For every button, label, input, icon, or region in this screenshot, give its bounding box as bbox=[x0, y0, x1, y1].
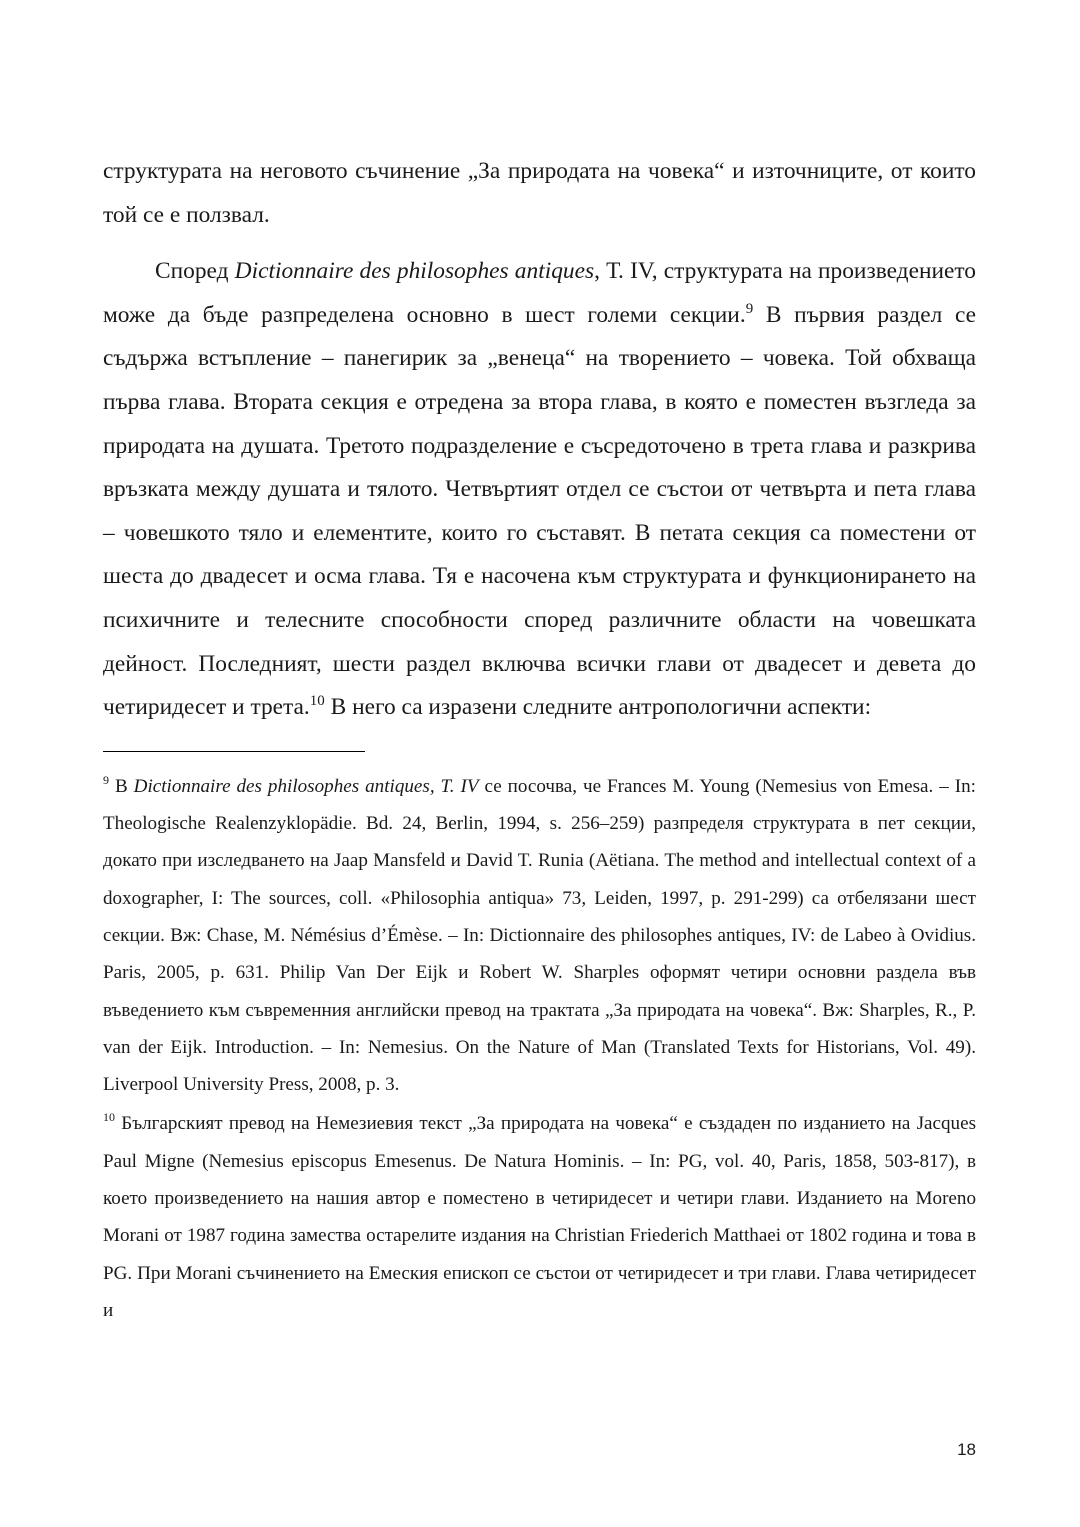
footnote-10-text: Българският превод на Немезиевия текст „За природата на човека“ е създаден по изданието на Jacques Paul Migne (Nemesius episcopus Emesenus. De Natura Hominis. – In: PG, vol. 40, Paris, 1858, 503-817), в което произведението на нашия автор е поместено в четиридесет и четири глави. Изданието на Moreno Morani от 1987 година замества остарелите издания на Christian Friederich Matthaei от 1802 година и това в PG. При Morani съчинението на Емеския епископ се състои от четиридесет и три глави. Глава четиридесет и bbox=[103, 1113, 976, 1321]
footnote-10 bbox=[103, 1105, 976, 1329]
footnote-separator bbox=[103, 751, 365, 752]
footnotes bbox=[103, 768, 976, 1329]
paragraph-2-middle: В първия раздел се съдържа встъпление – панегирик за „венеца“ на творението – човека. Той обхваща първа глава. Втората секция е отредена за втора глава, в която е поместен възгледа за природата на душата. Третото подразделение е съсредоточено в трета глава и разкрива връзката между душата и тялото. Четвъртият отдел се състои от четвърта и пета глава – човешкото тяло и елементите, които го съставят. В петата секция са поместени от шеста до двадесет и осма глава. Тя е насочена към структурата и функционирането на психичните и телесните способности според различните области на човешката дейност. Последният, шести раздел включва всички глави от двадесет и девета до четиридесет и трета. bbox=[103, 301, 976, 721]
footnote-9-title: Dictionnaire des philosophes antiques, T. IV bbox=[133, 775, 479, 797]
footnote-9-marker: 9 bbox=[103, 772, 109, 787]
paragraph-2-start: Според bbox=[155, 258, 235, 285]
body-text bbox=[103, 150, 976, 730]
footnote-10-marker: 10 bbox=[103, 1110, 115, 1125]
footnote-ref-10[interactable]: 10 bbox=[309, 693, 325, 710]
footnote-9-lead: В bbox=[109, 775, 134, 797]
paragraph-2-end: В него са изразени следните антропологични аспекти: bbox=[324, 694, 872, 721]
footnote-ref-9[interactable]: 9 bbox=[745, 300, 754, 317]
dictionary-title: Dictionnaire des philosophes antiques bbox=[234, 258, 595, 285]
paragraph-2-text: , Т. IV, структурата на произведението може да бъде разпределена основно в шест големи секции. bbox=[103, 258, 976, 328]
paragraph-1: структурата на неговото съчинение „За природата на човека“ и източниците, от които той се е ползвал. bbox=[103, 158, 976, 228]
page-number: 18 bbox=[957, 1440, 976, 1459]
page-content bbox=[103, 150, 976, 1329]
footnote-9-text: се посочва, че Frances M. Young (Nemesius von Emesa. – In: Theologische Realenzyklopädie. Bd. 24, Berlin, 1994, s. 256–259) разпределя структурата в пет секции, докато при изследването на Jaap Mansfeld и David T. Runia (Aëtiana. The method and intellectual context of a doxographer, I: The sources, coll. «Philosophia antiqua» 73, Leiden, 1997, p. 291-299) са отбелязани шест секции. Вж: Chase, M. Némésius d’Émèse. – In: Dictionnaire des philosophes antiques, IV: de Labeo à Ovidius. Paris, 2005, p. 631. Philip Van Der Eijk и Robert W. Sharples оформят четири основни раздела във въведението към съвременния английски превод на трактата „За природата на човека“. Вж: Sharples, R., P. van der Eijk. Introduction. – In: Nemesius. On the Nature of Man (Translated Texts for Historians, Vol. 49). Liverpool University Press, 2008, p. 3. bbox=[103, 775, 976, 1096]
footnote-9 bbox=[103, 768, 976, 1104]
paragraph-2 bbox=[103, 250, 976, 730]
